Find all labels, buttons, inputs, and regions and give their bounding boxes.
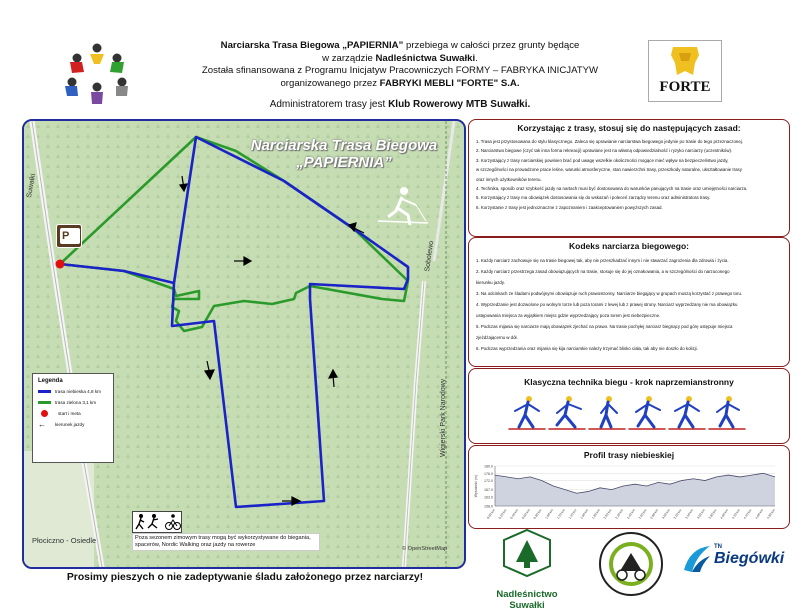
parking-sign bbox=[56, 224, 82, 248]
code-item: kierunku jazdy. bbox=[476, 280, 505, 285]
legend-title: Legenda bbox=[38, 378, 63, 384]
x-tick-label: 3.60 km bbox=[696, 508, 706, 520]
admin-club: Klub Rowerowy MTB Suwałki. bbox=[388, 99, 531, 110]
header-text bbox=[150, 40, 650, 90]
x-tick-label: 2.40 km bbox=[626, 508, 636, 520]
tn-biegowki-logo bbox=[680, 540, 790, 580]
rules-item: 2. Narciarstwo biegowe (czyć tak inna forma rekreacji) uprawiane jest na własną odpowiedzialność i ryzyko narciarzy (uczestników). bbox=[476, 148, 733, 154]
rules-title: Korzystając z trasy, stosuj się do następujących zasad: bbox=[517, 123, 741, 133]
off-season-info: Poza sezonem zimowym trasy mogą być wykorzystywane do biegania, spacerów, Nordic Walking oraz jazdy na rowerze bbox=[132, 533, 320, 551]
profile-title: Profil trasy niebieskiej bbox=[583, 450, 675, 460]
rules-list bbox=[469, 133, 789, 212]
legend-label-green: trasa zielona 3,1 km bbox=[55, 400, 97, 405]
x-tick-label: 0.80 km bbox=[532, 508, 543, 520]
code-item: 3. Na odcinkach ze śladami podwójnymi obowiązuje ruch prawostronny. Narciarze biegąjący w grupach muszą korzystać z prawego toru. bbox=[476, 291, 743, 296]
rules-item: 4. Technika, sposób oraz szybkość jazdy na nartach musi być dostosowana do warunków panujących na trasie oraz umiejętności narciarza. bbox=[476, 186, 748, 192]
x-tick-label: 3.00 km bbox=[661, 508, 671, 520]
legend-swatch-green bbox=[38, 401, 51, 404]
walk-run-bike-icon bbox=[133, 512, 181, 532]
code-item: 4. Wyprzedzanie jest dozwolone po wolnym torze lub poza torami z lewej lub z prawej strony. Narciarz wyprzedzany nie ma obowiązku bbox=[476, 302, 738, 307]
nadlesnictwo-text: Nadleśnictwo Suwałki bbox=[496, 589, 558, 611]
tn-prefix: TN bbox=[714, 544, 722, 550]
legend-label-arrow: kierunek jazdy bbox=[55, 422, 85, 427]
y-tick-label: 172.0 bbox=[484, 479, 493, 484]
y-tick-label: 163.0 bbox=[484, 495, 493, 500]
technique-panel bbox=[468, 368, 790, 444]
legend-item-start bbox=[33, 408, 113, 419]
legend-arrow-icon: ← bbox=[38, 419, 46, 429]
x-tick-label: 0.40 km bbox=[509, 508, 520, 520]
route-map bbox=[22, 119, 466, 569]
legend-label-blue: trasa niebieska 4,8 km bbox=[55, 389, 101, 394]
legend-item-green bbox=[33, 397, 113, 408]
code-item: 2. Każdy narciarz przestrzega zasad obowiązujących na trasie, stosuje się do jej oznakowania, a w szczególności do narzuconego bbox=[476, 269, 730, 274]
elevation-profile-chart bbox=[469, 460, 787, 526]
x-tick-label: 0.60 km bbox=[521, 508, 531, 520]
tn-swoosh-icon bbox=[680, 542, 714, 576]
x-tick-label: 4.40 km bbox=[742, 508, 753, 520]
x-tick-label: 1.40 km bbox=[567, 508, 578, 520]
header-line4a: organizowanego przez bbox=[280, 77, 380, 89]
code-item: 6. Podczas wyprzedzania oraz mijania się kija narciarskie należy trzymać blisko ciała, tak aby nie doszło do kolizji. bbox=[476, 346, 698, 351]
x-tick-label: 1.60 km bbox=[579, 508, 590, 520]
elevation-area bbox=[495, 473, 775, 506]
x-tick-label: 4.60 km bbox=[754, 508, 765, 520]
map-legend bbox=[32, 373, 114, 463]
mtb-club-logo bbox=[598, 531, 664, 597]
x-tick-label: 1.80 km bbox=[591, 508, 601, 520]
header-line3: Została sfinansowana z Programu Inicjatyw Pracowniczych FORMY – FABRYKA INICJATYW bbox=[201, 65, 599, 76]
rules-item: 3. Korzystający z trasy narciarskiej powinien brać pod uwagę wszelkie okoliczności mogące mieć wpływ na bezpieczeństwo jazdy, bbox=[476, 157, 729, 163]
code-item: 5. Podczas mijania się narciarze mają obowiązek zjechać na prawo. Na trasie pochyłej narciarz biegnący pod górę ustępuje miejsca bbox=[476, 324, 733, 329]
admin-text: Administratorem trasy jest bbox=[269, 99, 389, 110]
rules-panel bbox=[468, 119, 790, 237]
code-panel bbox=[468, 237, 790, 367]
label-sobolewo: Sobolewo bbox=[424, 240, 436, 272]
code-title: Kodeks narciarza biegowego: bbox=[569, 241, 689, 251]
profile-panel bbox=[468, 445, 790, 529]
rules-item: oraz innych użytkowników terenu. bbox=[476, 176, 542, 182]
header-line2c: . bbox=[475, 52, 478, 64]
club-people-logo bbox=[62, 40, 132, 106]
y-tick-label: 176.0 bbox=[484, 471, 493, 476]
x-tick-label: 2.60 km bbox=[637, 508, 648, 520]
x-tick-label: 1.00 km bbox=[544, 508, 555, 520]
y-axis-label: Wysokość (m) bbox=[474, 474, 478, 498]
x-tick-label: 4.80 km bbox=[766, 508, 776, 520]
x-tick-label: 4.00 km bbox=[719, 508, 730, 520]
map-title-line1: Narciarska Trasa Biegowa bbox=[250, 137, 438, 154]
technique-title: Klasyczna technika biegu - krok naprzemianstronny bbox=[524, 377, 734, 387]
legend-label-start: start i meta bbox=[58, 411, 81, 416]
legend-start-dot-icon bbox=[41, 410, 48, 417]
label-ploczicno: Płociczno - Osiedle bbox=[32, 536, 97, 545]
y-tick-label: 180.0 bbox=[484, 464, 493, 469]
forte-logo bbox=[648, 40, 722, 102]
header-line1-rest: przebiega w całości przez grunty będące bbox=[403, 40, 580, 51]
label-osm: © OpenStreetMap bbox=[402, 546, 448, 552]
header-route-name: Narciarska Trasa Biegowa „PAPIERNIA” bbox=[220, 40, 404, 51]
y-tick-label: 158.0 bbox=[484, 504, 493, 509]
legend-swatch-blue bbox=[38, 390, 51, 393]
forte-logo-text: FORTE bbox=[659, 79, 711, 95]
x-tick-label: 3.20 km bbox=[672, 508, 683, 520]
map-title bbox=[224, 137, 464, 171]
rules-item: 6. Korzystanie z trasy jest jednoznaczne z zapoznaniem i zaakceptowaniem powyższych zasad. bbox=[476, 204, 663, 210]
code-item: zjeżdżającemu w dół. bbox=[476, 335, 518, 340]
x-tick-label: 3.80 km bbox=[707, 508, 718, 520]
header-line2a: w zarządzie bbox=[322, 52, 376, 64]
pedestrian-note: Prosimy pieszych o nie zadeptywanie śladu założonego przez narciarzy! bbox=[66, 572, 424, 583]
classic-technique-sequence-icon bbox=[469, 391, 789, 441]
header-nadlesnictwo: Nadleśnictwa Suwałki bbox=[375, 52, 476, 64]
legend-item-arrow bbox=[33, 419, 113, 430]
map-canvas bbox=[24, 121, 464, 567]
map-title-line2: „PAPIERNIA” bbox=[296, 154, 392, 171]
lasy-panstwowe-emblem-icon bbox=[478, 528, 576, 578]
rules-item: 1. Trasa jest przystosowana do stylu klasycznego. Zaleca się uprawianie narciarstwa biegowego jedynie po trasie do tego przeznaczonej. bbox=[476, 139, 743, 144]
nadlesnictwo-logo bbox=[478, 528, 576, 611]
x-tick-label: 2.00 km bbox=[602, 508, 613, 520]
header-forte: FABRYKI MEBLI "FORTE" S.A. bbox=[379, 77, 520, 89]
biegowki-text: Biegówki bbox=[714, 550, 785, 567]
label-park: Wigierski Park Narodowy bbox=[440, 378, 447, 457]
legend-item-blue bbox=[33, 386, 113, 397]
rules-item: w szczególności na prowadzone prace leśne, warunki atmosferyczne, stan nawierzchni trasy, przeszkody naturalne, ukształtowanie trasy bbox=[476, 167, 742, 173]
activity-icons bbox=[132, 511, 182, 533]
x-tick-label: 4.20 km bbox=[731, 508, 741, 520]
y-tick-label: 167.0 bbox=[484, 488, 493, 493]
label-suwalki: Suwałki bbox=[26, 173, 38, 199]
x-tick-label: 3.40 km bbox=[684, 508, 695, 520]
rules-item: 5. Korzystający z trasy ma obowiązek dostosowania się do wskazań i poleceń zarządcy terenu oraz administratora trasy. bbox=[476, 195, 711, 201]
code-item: ustępowania miejsca za wyjątkiem miejsc gdzie wyprzedzający poza torem jest niebezpieczne. bbox=[476, 313, 661, 318]
x-tick-label: 0.00 km bbox=[486, 508, 496, 520]
mtb-suwalki-badge-icon bbox=[598, 531, 664, 597]
code-item: 1. Każdy narciarz zachowuje się na trasie biegowej tak, aby nie przeszkadzać innym i nie stwarzać zagrożenia dla zdrowia i życia. bbox=[476, 258, 729, 263]
admin-line bbox=[150, 99, 650, 110]
x-tick-label: 1.20 km bbox=[556, 508, 566, 520]
x-tick-label: 0.20 km bbox=[497, 508, 508, 520]
x-tick-label: 2.20 km bbox=[614, 508, 625, 520]
forte-emblem-icon bbox=[649, 41, 721, 81]
parking-icon: P bbox=[60, 228, 80, 244]
x-tick-label: 2.80 km bbox=[649, 508, 660, 520]
code-list bbox=[469, 251, 789, 354]
